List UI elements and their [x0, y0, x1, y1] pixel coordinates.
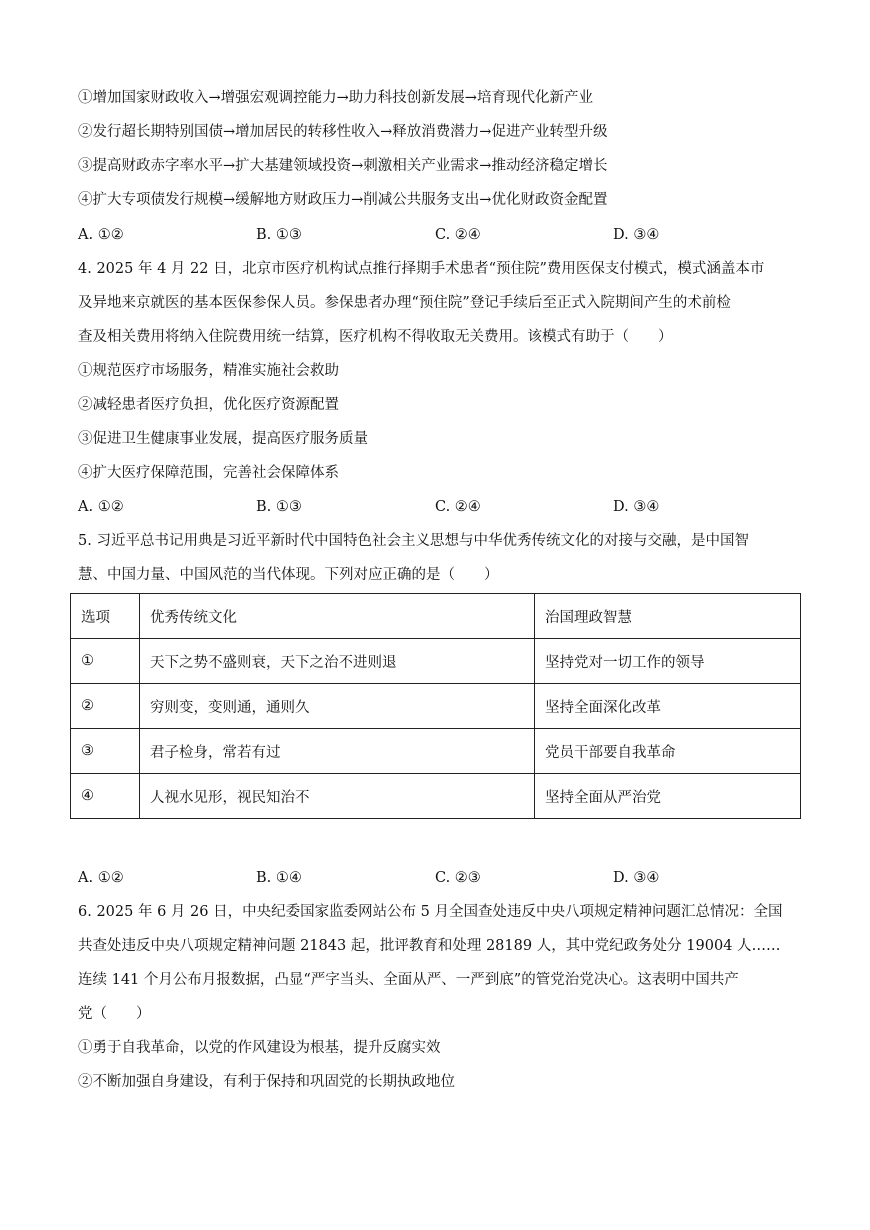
table-cell-wisdom: 坚持党对一切工作的领导 — [535, 639, 801, 684]
table-cell-option: ④ — [71, 774, 140, 819]
q5-option-d[interactable]: D. ③④ — [613, 870, 660, 886]
q4-stem-line-1: 4. 2025 年 4 月 22 日，北京市医疗机构试点推行择期手术患者“预住院”费用医保支付模式，模式涵盖本市 — [78, 261, 765, 277]
q5-table — [70, 593, 801, 819]
q5-option-a[interactable]: A. ①② — [78, 870, 124, 886]
q6-item-1: ①勇于自我革命，以党的作风建设为根基，提升反腐实效 — [78, 1040, 441, 1056]
table-cell-wisdom: 坚持全面从严治党 — [535, 774, 801, 819]
table-cell-option: ③ — [71, 729, 140, 774]
q4-option-d[interactable]: D. ③④ — [613, 499, 660, 515]
table-row — [71, 639, 801, 684]
table-cell-culture: 人视水见形，视民知治不 — [140, 774, 535, 819]
q4-item-2: ②减轻患者医疗负担，优化医疗资源配置 — [78, 397, 339, 413]
table-header-cell: 优秀传统文化 — [140, 594, 535, 639]
table-cell-wisdom: 党员干部要自我革命 — [535, 729, 801, 774]
q4-item-1: ①规范医疗市场服务，精准实施社会救助 — [78, 363, 339, 379]
q4-option-a[interactable]: A. ①② — [78, 499, 124, 515]
q4-option-c[interactable]: C. ②④ — [435, 499, 481, 515]
q5-stem-line-2: 慧、中国力量、中国风范的当代体现。下列对应正确的是（ ） — [78, 567, 499, 583]
q6-stem-line-3: 连续 141 个月公布月报数据，凸显“严字当头、全面从严、一严到底”的管党治党决心。这表明中国共产 — [78, 972, 739, 988]
table-row — [71, 684, 801, 729]
q3-option-d[interactable]: D. ③④ — [613, 227, 660, 243]
table-header-cell: 选项 — [71, 594, 140, 639]
q4-options — [78, 497, 778, 517]
table-row — [71, 774, 801, 819]
q3-options — [78, 225, 778, 245]
q3-item-4: ④扩大专项债发行规模→缓解地方财政压力→削减公共服务支出→优化财政资金配置 — [78, 192, 608, 208]
q4-stem-line-2: 及异地来京就医的基本医保参保人员。参保患者办理“预住院”登记手续后至正式入院期间产生的术前检 — [78, 295, 731, 311]
q5-options — [78, 868, 778, 888]
q5-option-b[interactable]: B. ①④ — [256, 870, 302, 886]
table-cell-culture: 天下之势不盛则衰，天下之治不进则退 — [140, 639, 535, 684]
q6-item-2: ②不断加强自身建设，有利于保持和巩固党的长期执政地位 — [78, 1074, 455, 1090]
table-cell-culture: 君子检身，常若有过 — [140, 729, 535, 774]
q5-option-c[interactable]: C. ②③ — [435, 870, 481, 886]
q3-option-b[interactable]: B. ①③ — [256, 227, 302, 243]
q4-item-3: ③促进卫生健康事业发展，提高医疗服务质量 — [78, 431, 368, 447]
table-header-cell: 治国理政智慧 — [535, 594, 801, 639]
q6-stem-line-2: 共查处违反中央八项规定精神问题 21843 起，批评教育和处理 28189 人，其中党纪政务处分 19004 人…… — [78, 938, 781, 954]
q3-item-1: ①增加国家财政收入→增强宏观调控能力→助力科技创新发展→培育现代化新产业 — [78, 90, 593, 106]
q3-item-3: ③提高财政赤字率水平→扩大基建领域投资→刺激相关产业需求→推动经济稳定增长 — [78, 158, 608, 174]
table-row — [71, 729, 801, 774]
q4-option-b[interactable]: B. ①③ — [256, 499, 302, 515]
table-cell-option: ① — [71, 639, 140, 684]
q6-stem-line-1: 6. 2025 年 6 月 26 日，中央纪委国家监委网站公布 5 月全国查处违反中央八项规定精神问题汇总情况：全国 — [78, 904, 783, 920]
q4-item-4: ④扩大医疗保障范围，完善社会保障体系 — [78, 465, 339, 481]
table-cell-wisdom: 坚持全面深化改革 — [535, 684, 801, 729]
q4-stem-line-3: 查及相关费用将纳入住院费用统一结算，医疗机构不得收取无关费用。该模式有助于（ ） — [78, 329, 673, 345]
q3-item-2: ②发行超长期特别国债→增加居民的转移性收入→释放消费潜力→促进产业转型升级 — [78, 124, 608, 140]
table-header-row — [71, 594, 801, 639]
q6-stem-line-4: 党（ ） — [78, 1006, 151, 1022]
q5-stem-line-1: 5. 习近平总书记用典是习近平新时代中国特色社会主义思想与中华优秀传统文化的对接与交融，是中国智 — [78, 533, 749, 549]
table-cell-option: ② — [71, 684, 140, 729]
q3-option-a[interactable]: A. ①② — [78, 227, 124, 243]
table-cell-culture: 穷则变，变则通，通则久 — [140, 684, 535, 729]
q3-option-c[interactable]: C. ②④ — [435, 227, 481, 243]
